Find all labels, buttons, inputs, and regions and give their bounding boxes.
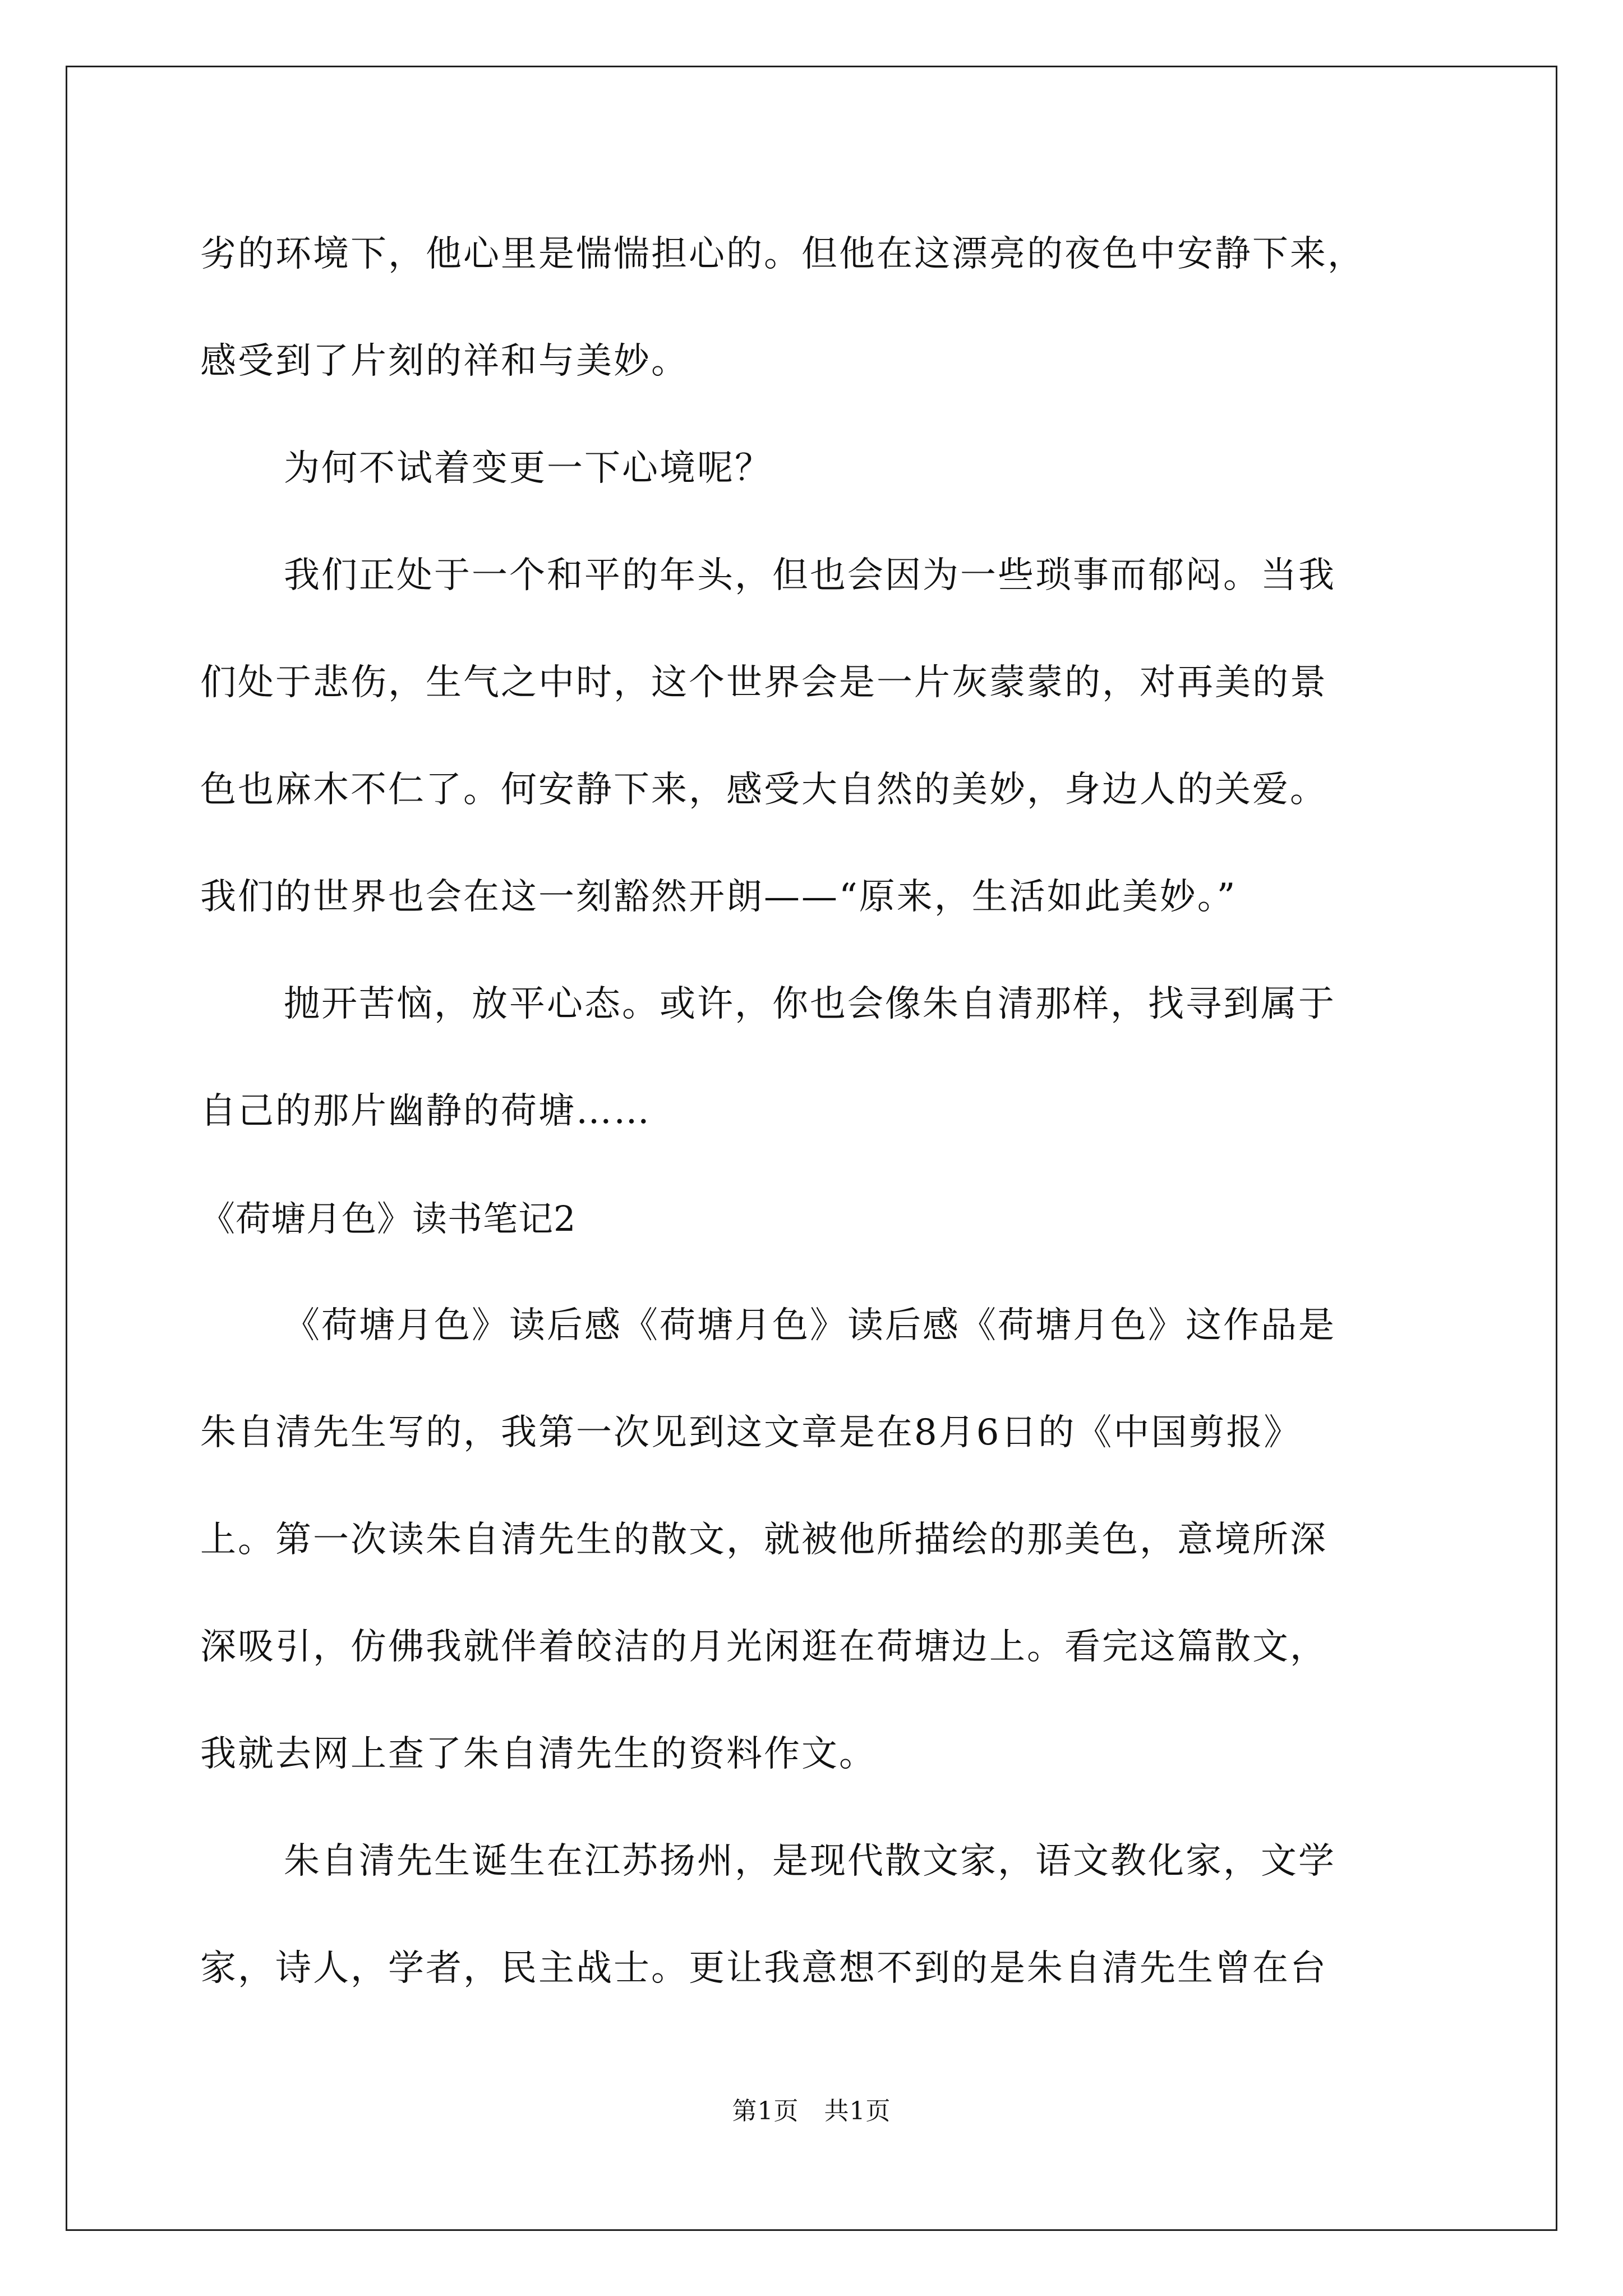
text-line: 我就去网上查了朱自清先生的资料作文。 <box>200 1733 877 1775</box>
text-line: 我们的世界也会在这一刻豁然开朗——“原来，生活如此美妙。” <box>200 876 1237 918</box>
text-line: 自己的那片幽静的荷塘…… <box>200 1091 651 1132</box>
text-line: 色也麻木不仁了。何安静下来，感受大自然的美妙，身边人的关爱。 <box>200 769 1327 811</box>
text-line: 朱自清先生诞生在江苏扬州，是现代散文家，语文教化家，文学 <box>284 1841 1336 1882</box>
document-body <box>200 201 1440 2022</box>
text-line: 抛开苦恼，放平心态。或许，你也会像朱自清那样，找寻到属于 <box>284 983 1336 1025</box>
section-heading: 《荷塘月色》读书笔记2 <box>200 1198 577 1239</box>
text-line: 感受到了片刻的祥和与美妙。 <box>200 341 689 382</box>
text-line: 深吸引，仿佛我就伴着皎洁的月光闲逛在荷塘边上。看完这篇散文， <box>200 1626 1327 1668</box>
text-line: 上。第一次读朱自清先生的散文，就被他所描绘的那美色，意境所深 <box>200 1519 1327 1561</box>
page-number: 第1页 共1页 <box>732 2097 891 2125</box>
text-line: 们处于悲伤，生气之中时，这个世界会是一片灰蒙蒙的，对再美的景 <box>200 662 1327 703</box>
text-line: 《荷塘月色》读后感《荷塘月色》读后感《荷塘月色》这作品是 <box>284 1305 1336 1346</box>
text-line: 为何不试着变更一下心境呢？ <box>284 448 772 489</box>
text-line: 我们正处于一个和平的年头，但也会因为一些琐事而郁闷。当我 <box>284 555 1336 596</box>
text-line: 劣的环境下，他心里是惴惴担心的。但他在这漂亮的夜色中安静下来， <box>200 233 1365 275</box>
text-line: 家，诗人，学者，民主战士。更让我意想不到的是朱自清先生曾在台 <box>200 1948 1327 1989</box>
text-line: 朱自清先生写的，我第一次见到这文章是在8月6日的《中国剪报》 <box>200 1412 1302 1453</box>
